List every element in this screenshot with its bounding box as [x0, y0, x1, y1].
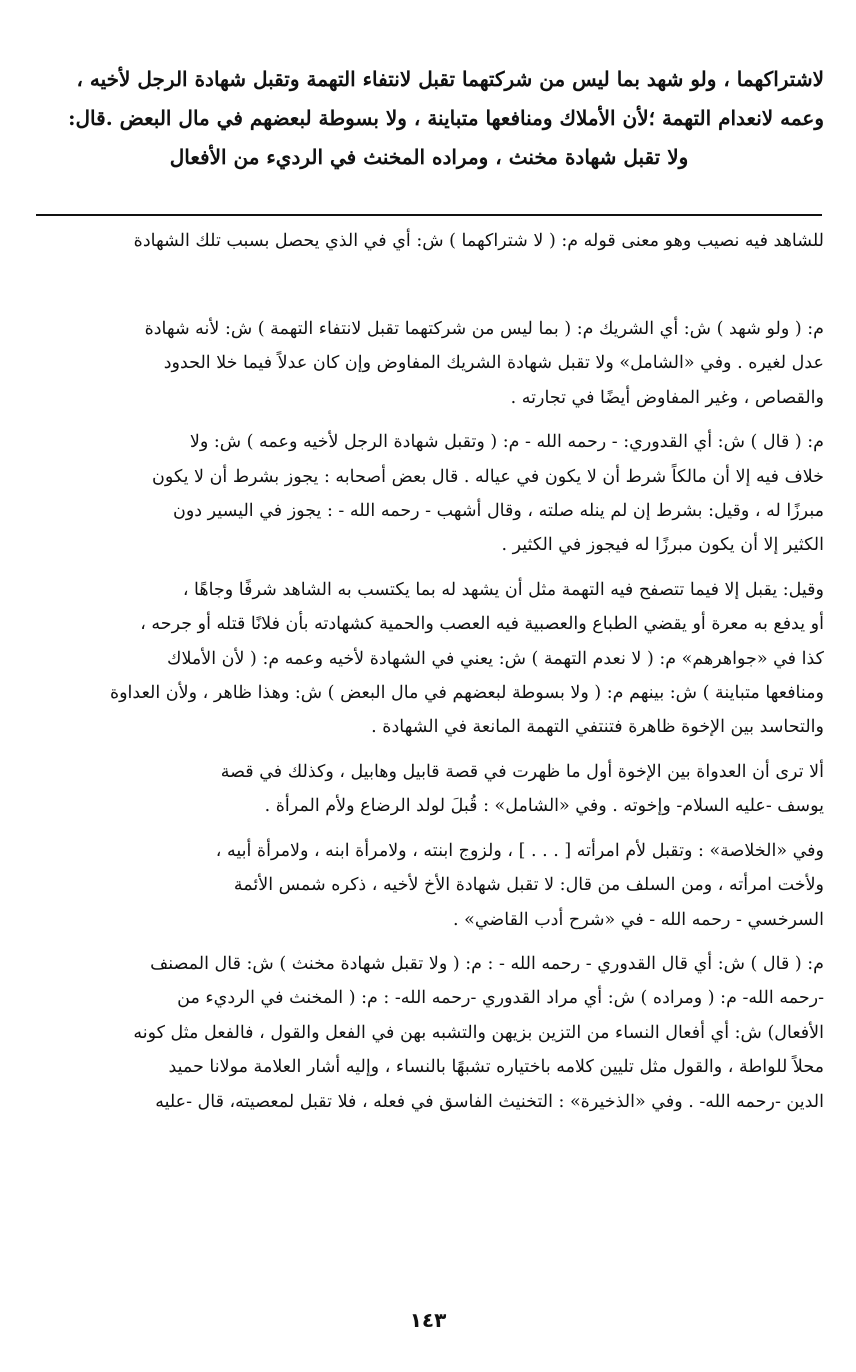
- commentary-carryover: للشاهد فيه نصيب وهو معنى قوله م: ( لا شتراكهما ) ش: أي في الذي يحصل بسبب تلك الشهادة: [133, 231, 824, 251]
- separator-rule: [36, 214, 822, 216]
- matn-text: [34, 60, 824, 177]
- commentary-line: الدين -رحمه الله- . وفي «الذخيرة» : التخنيث الفاسق في فعله ، فلا تقبل لمعصيته، قال -عليه: [155, 1091, 824, 1112]
- commentary-line: والقصاص ، وغير المفاوض أيضًا في تجارته .: [510, 387, 824, 408]
- commentary-line: ولأخت امرأته ، ومن السلف من قال: لا تقبل شهادة الأخ لأخيه ، ذكره شمس الأئمة: [233, 875, 824, 896]
- matn-line: لاشتراكهما ، ولو شهد بما ليس من شركتهما تقبل لانتفاء التهمة وتقبل شهادة الرجل لأخيه ،: [76, 67, 824, 91]
- commentary-line: ومنافعها متباينة ) ش: بينهم م: ( ولا بسوطة لبعضهم في مال البعض ) ش: وهذا ظاهر ، ولأن العداوة: [109, 683, 824, 704]
- commentary-body: [34, 312, 824, 1129]
- commentary-line: وقيل: يقبل إلا فيما تتصفح فيه التهمة مثل أن يشهد له بما يكتسب به الشاهد شرفًا وجاهًا ،: [182, 579, 824, 600]
- commentary-line: م: ( قال ) ش: أي القدوري: - رحمه الله - م: ( وتقبل شهادة الرجل لأخيه وعمه ) ش: ولا: [189, 432, 824, 453]
- commentary-line: الكثير إلا أن يكون مبرزًا له فيجوز في الكثير .: [501, 535, 824, 556]
- commentary-line: محلاً للواطة ، والقول مثل تليين كلامه باختياره تشبهًا بالنساء ، وإليه أشار العلامة مولانا حميد: [168, 1057, 824, 1078]
- commentary-line: -رحمه الله- م: ( ومراده ) ش: أي مراد القدوري -رحمه الله- : م: ( المخنث في الرديء من: [177, 988, 824, 1009]
- matn-line: ولا تقبل شهادة مخنث ، ومراده المخنث في الرديء من الأفعال: [169, 145, 689, 169]
- commentary-paragraph: [34, 834, 824, 937]
- commentary-line: وفي «الخلاصة» : وتقبل لأم امرأته [ . . . ] ، ولزوج ابنته ، ولامرأة ابنه ، ولامرأة أبيه ،: [215, 840, 824, 861]
- matn-line: وعمه لانعدام التهمة ؛لأن الأملاك ومنافعها متباينة ، ولا بسوطة لبعضهم في مال البعض .قال:: [68, 106, 824, 130]
- commentary-line: الأفعال) ش: أي أفعال النساء من التزين بزيهن والتشبه بهن في الفعل والقول ، فالفعل مثل كونه: [133, 1022, 824, 1043]
- commentary-line: مبرزًا له ، وقيل: بشرط إن لم ينله صلته ، وقال أشهب - رحمه الله - : يجوز في اليسير دون: [172, 501, 824, 522]
- commentary-line: م: ( قال ) ش: أي قال القدوري - رحمه الله - : م: ( ولا تقبل شهادة مخنث ) ش: قال المصنف: [150, 953, 824, 974]
- commentary-paragraph: [34, 947, 824, 1119]
- commentary-paragraph: [34, 425, 824, 563]
- commentary-paragraph: [34, 573, 824, 745]
- commentary-paragraph: [34, 312, 824, 415]
- commentary-line: أو يدفع به معرة أو يقضي الطباع والعصبية فيه العصب والحمية كشهادته بأن فلانًا قتله أو جرحه ،: [140, 614, 824, 635]
- commentary-line: السرخسي - رحمه الله - في «شرح أدب القاضي» .: [452, 909, 824, 930]
- commentary-line: يوسف -عليه السلام- وإخوته . وفي «الشامل» : قُبلَ لولد الرضاع ولأم المرأة .: [264, 796, 824, 817]
- commentary-line: ألا ترى أن العدواة بين الإخوة أول ما ظهرت في قصة قابيل وهابيل ، وكذلك في قصة: [220, 761, 824, 782]
- commentary-line: خلاف فيه إلا أن مالكاً شرط أن لا يكون في عياله . قال بعض أصحابه : يجوز بشرط أن لا يكون: [152, 466, 824, 487]
- commentary-paragraph: [34, 755, 824, 824]
- commentary-line: كذا في «جواهرهم» م: ( لا نعدم التهمة ) ش: يعني في الشهادة لأخيه وعمه م: ( لأن الأملاك: [167, 648, 824, 669]
- commentary-line: م: ( ولو شهد ) ش: أي الشريك م: ( بما ليس من شركتهما تقبل لانتفاء التهمة ) ش: لأنه شهادة: [144, 319, 824, 339]
- commentary-line: عدل لغيره . وفي «الشامل» ولا تقبل شهادة الشريك المفاوض وإن كان عدلاً فيما خلا الحدود: [163, 353, 824, 374]
- page-number: ١٤٣: [409, 1308, 447, 1332]
- commentary-line: والتحاسد بين الإخوة ظاهرة فتنتفي التهمة المانعة في الشهادة .: [371, 717, 824, 738]
